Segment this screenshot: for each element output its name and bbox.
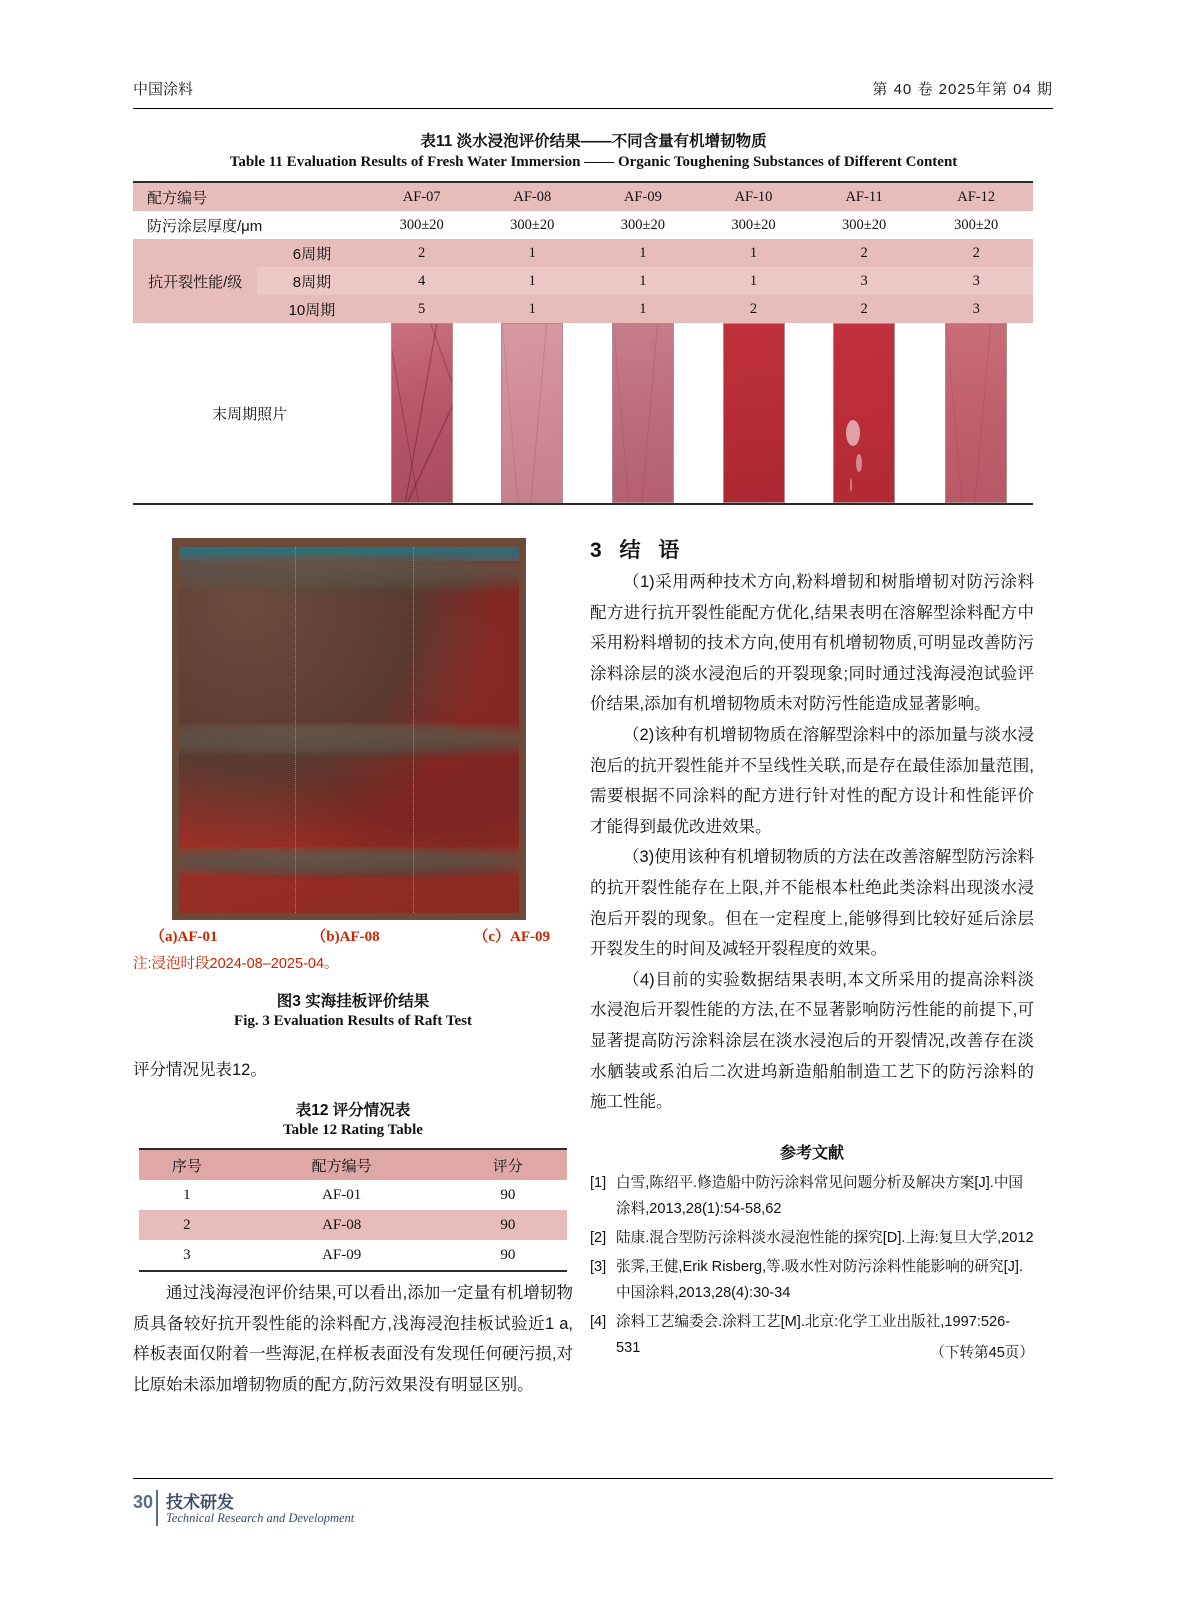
coupon-image [945,323,1007,503]
table-header-row [139,1149,567,1180]
table-header-cell: 序号 [139,1149,235,1180]
table11-label-formula: 配方编号 [133,182,366,211]
table-cell: AF-08 [477,182,588,211]
table-cell: AF-09 [235,1240,449,1271]
table11-cycle-label: 10周期 [288,301,336,319]
table-cell: 3 [860,272,868,289]
table-header-cell: 评分 [449,1149,567,1180]
table-cell: 1 [639,272,647,289]
table11-cycle-label: 8周期 [292,273,332,291]
specimen-photo-af07 [366,323,477,504]
table-row [139,1210,567,1240]
list-item [590,1254,1034,1306]
footer-accent-bar [156,1490,158,1526]
footer-section-en: Technical Research and Development [166,1511,355,1525]
table-cell: 90 [449,1240,567,1271]
section-heading-conclusion: 3 结 语 [590,539,686,562]
paragraph: （4)目前的实验数据结果表明,本文所采用的提高涂料淡水浸泡后开裂性能的方法,在不显著影响防污性能的前提下,可显著提高防污涂料涂层在淡水浸泡后的开裂情况,改善存在淡水舾装或系泊后二次进坞新造船舶制造工艺下的防污涂料的施工性能。 [590,970,1034,1112]
table-cell: 2 [418,244,426,261]
panel-divider [295,547,297,913]
paragraph: （1)采用两种技术方向,粉料增韧和树脂增韧对防污涂料配方进行抗开裂性能配方优化,结果表明在溶解型涂料配方中采用粉料增韧的技术方向,使用有机增韧物质,可明显改善防污涂料涂层的淡水浸泡后的开裂现象;同时通过浅海浸泡试验评价结果,添加有机增韧物质未对防污性能造成显著影响。 [590,573,1034,714]
table-row [133,267,1033,295]
reference-number: [3] [590,1259,607,1275]
continued-note: （下转第45页） [930,1345,1034,1361]
table-cell: 300±20 [399,216,444,233]
table-row [133,211,1033,239]
references-list [590,1170,1034,1366]
raft-panel [179,547,519,913]
table-cell: 1 [749,244,758,261]
table-cell: 3 [972,300,980,317]
list-item [590,1225,1034,1251]
table-cell: AF-12 [919,182,1033,211]
header-divider [133,108,1053,109]
table11-cycle-label: 6周期 [292,245,332,263]
table11-label-photo: 末周期照片 [133,323,366,504]
marine-fouling-band [179,847,519,877]
conclusion-body [590,567,1034,1118]
coupon-image [391,323,453,503]
table-cell: 3 [972,272,980,289]
table-row [133,182,1033,211]
figure3-title-en: Fig. 3 Evaluation Results of Raft Test [234,1013,472,1029]
references-heading: 参考文献 [779,1145,844,1162]
table-cell: 1 [183,1186,191,1203]
table-cell: 300±20 [510,216,555,233]
coupon-image [501,323,563,503]
figure3-caption-b: （b)AF-08 [311,929,380,945]
reference-text: 白雪,陈绍平.修造船中防污涂料常见问题分析及解决方案[J].中国涂料,2013,28(1):54-58,62 [616,1175,1024,1217]
coupon-image [612,323,674,503]
table-cell: 3 [139,1240,235,1271]
reference-number: [2] [590,1230,607,1246]
paragraph: 通过浅海浸泡评价结果,可以看出,添加一定量有机增韧物质具备较好抗开裂性能的涂料配方,浅海浸泡挂板试验近1 a,样板表面仅附着一些海泥,在样板表面没有发现任何硬污损,对比原始未添加增韧物质的配方,防污效果没有明显区别。 [133,1284,573,1394]
table-cell: 1 [749,272,758,289]
table-cell: 5 [418,300,426,317]
table-cell: 300±20 [731,216,776,233]
table-cell: 2 [972,244,980,261]
figure3-note: 注:浸泡时段2024-08–2025-04。 [133,956,339,972]
list-item [590,1170,1034,1222]
paragraph: （3)使用该种有机增韧物质的方法在改善溶解型防污涂料的抗开裂性能存在上限,并不能根本杜绝此类涂料出现淡水浸泡后开裂的现象。但在一定程度上,能够得到比较好延后涂层开裂发生的时间及减轻开裂程度的效果。 [590,848,1034,959]
figure3-title-cn: 图3 实海挂板评价结果 [276,993,430,1010]
page-number: 30 [133,1492,154,1512]
reference-text: 涂料工艺编委会.涂料工艺[M].北京:化学工业出版社,1997:526-531 [616,1314,1011,1356]
table-cell: 1 [639,244,647,261]
figure3-subcaptions [150,925,550,946]
table-cell: AF-11 [809,182,920,211]
left-tail-text [133,1278,573,1400]
reference-number: [1] [590,1175,607,1191]
issue-info: 第 40 卷 2025年第 04 期 [872,81,1053,98]
table-cell: AF-10 [698,182,809,211]
table-cell: AF-07 [366,182,477,211]
marine-fouling-band [179,723,519,757]
specimen-photo-af12 [919,323,1033,504]
reference-number: [4] [590,1314,607,1330]
table-cell: 300±20 [842,216,887,233]
paragraph: （2)该种有机增韧物质在溶解型涂料中的添加量与淡水浸泡后的抗开裂性能并不呈线性关联,而是存在最佳添加量范围,需要根据不同涂料的配方进行针对性的配方设计和性能评价才能得到最优改进效果。 [590,725,1034,836]
panel-divider [413,547,415,913]
table-cell: 2 [860,244,868,261]
table-cell: AF-09 [588,182,699,211]
table-cell: 2 [860,300,868,317]
coupon-image [833,323,895,503]
table11-title-en: Table 11 Evaluation Results of Fresh Water Immersion —— Organic Toughening Substances of Different Content [229,154,958,170]
table-row [133,295,1033,323]
table-cell: 90 [500,1216,516,1233]
table11-label-crack: 抗开裂性能/级 [148,273,243,291]
reference-text: 张霁,王健,Erik Risberg,等.吸水性对防污涂料性能影响的研究[J].中国涂料,2013,28(4):30-34 [616,1259,1024,1301]
reference-text: 陆康.混合型防污涂料淡水浸泡性能的探究[D].上海:复旦大学,2012 [616,1230,1034,1246]
table-cell: 90 [500,1186,516,1203]
specimen-photo-af10 [698,323,809,504]
table-cell: AF-01 [322,1186,362,1203]
figure3-raft-test-image [172,538,526,920]
table12-title-en: Table 12 Rating Table [283,1122,423,1138]
table-row [133,239,1033,267]
specimen-photo-af11 [809,323,920,504]
table11-label-thickness: 防污涂层厚度/μm [147,217,263,235]
footer-section-cn: 技术研发 [166,1493,234,1512]
marine-fouling-band [179,553,519,593]
table-cell: 2 [749,300,758,317]
table12-title-cn: 表12 评分情况表 [295,1102,411,1119]
specimen-photo-af09 [588,323,699,504]
specimen-photo-af08 [477,323,588,504]
table-header-cell: 配方编号 [235,1149,449,1180]
table-cell: 2 [183,1216,191,1233]
table11 [133,181,1033,505]
table-cell: 1 [528,244,536,261]
table-cell: 300±20 [954,216,999,233]
table-row [139,1180,567,1210]
table-cell: 1 [528,300,536,317]
table-cell: 1 [528,272,536,289]
table-row [139,1240,567,1271]
footer-divider [133,1478,1053,1479]
table12 [139,1148,567,1272]
figure3-caption-a: （a)AF-01 [150,929,218,945]
table-cell: AF-08 [322,1216,362,1233]
table-cell: 1 [639,300,647,317]
table11-title-cn: 表11 淡水浸泡评价结果——不同含量有机增韧物质 [420,133,767,150]
coupon-image [723,323,785,503]
figure3-caption-c: （c）AF-09 [473,929,550,945]
table-cell: 300±20 [620,216,665,233]
table-cell: 4 [418,272,426,289]
left-lead-line: 评分情况见表12。 [133,1061,267,1079]
journal-name: 中国涂料 [133,81,194,98]
page-header [133,78,1053,99]
table-row [133,323,1033,504]
